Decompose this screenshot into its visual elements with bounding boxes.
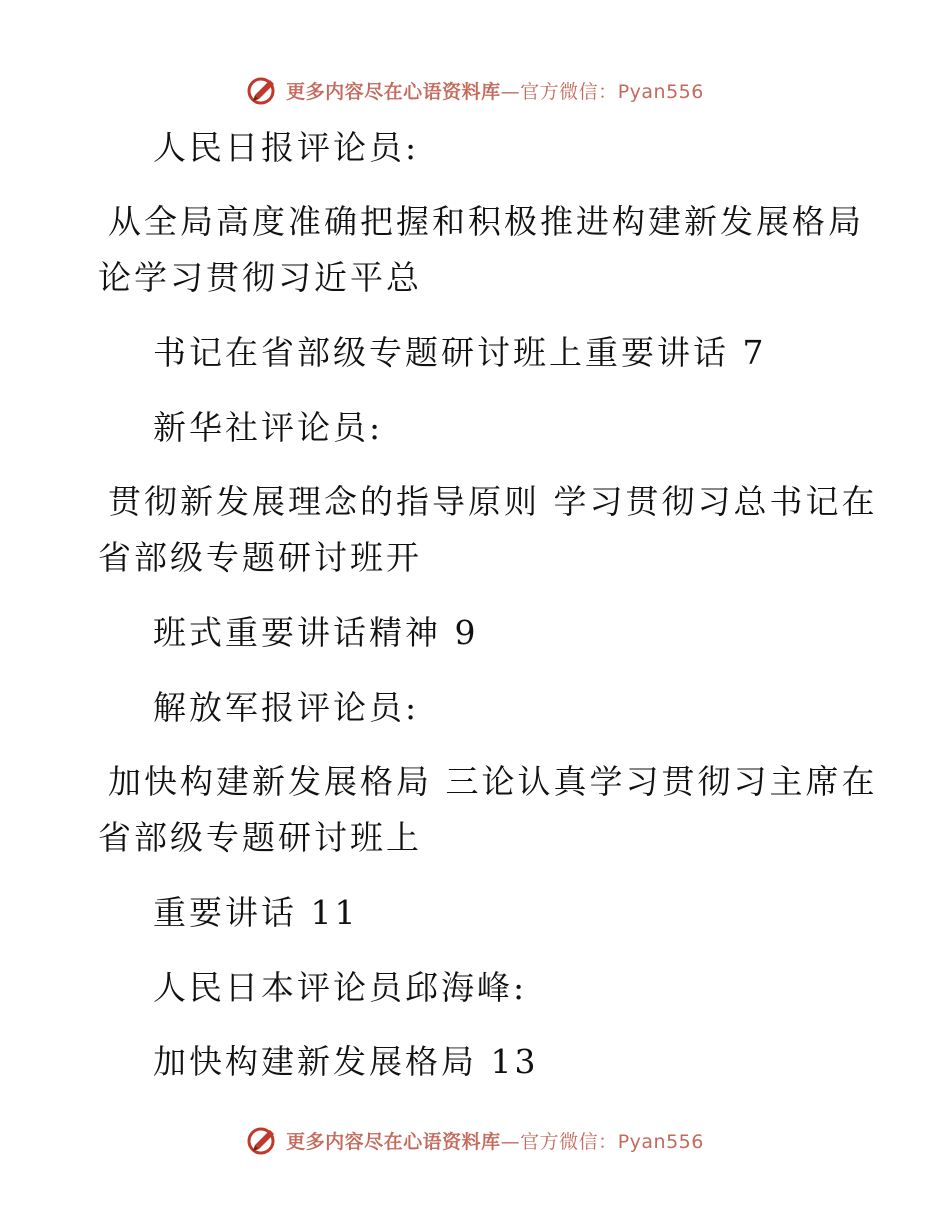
toc-title-1: 从全局高度准确把握和积极推进构建新发展格局 — [108, 202, 864, 241]
watermark-wechat-label: 官方微信： — [520, 1130, 618, 1153]
footer-watermark — [0, 1120, 950, 1160]
toc-heading-xinhua: 新华社评论员: — [153, 408, 384, 447]
watermark-text — [286, 77, 704, 104]
watermark-wechat-id: Pyan556 — [617, 80, 704, 103]
watermark-wechat-id: Pyan556 — [617, 1130, 704, 1153]
toc-title-2: 贯彻新发展理念的指导原则 学习贯彻习总书记在 — [108, 482, 878, 521]
toc-heading-jiefangjun: 解放军报评论员: — [153, 688, 420, 727]
header-watermark — [0, 70, 950, 110]
toc-heading-renmin-qiu: 人民日本评论员邱海峰: — [153, 968, 528, 1007]
toc-title-4: 加快构建新发展格局 13 — [153, 1042, 539, 1081]
toc-title-3-cont: 省部级专题研讨班上 — [98, 818, 422, 857]
toc-heading-renmin: 人民日报评论员: — [153, 128, 420, 167]
toc-title-2-cont: 省部级专题研讨班开 — [98, 538, 422, 577]
toc-title-2-page: 班式重要讲话精神 9 — [153, 613, 479, 652]
toc-title-3: 加快构建新发展格局 三论认真学习贯彻习主席在 — [108, 762, 878, 801]
watermark-separator: — — [500, 80, 521, 103]
toc-title-3-page: 重要讲话 11 — [153, 893, 359, 932]
watermark-text — [286, 1127, 704, 1154]
watermark-main: 更多内容尽在心语资料库 — [286, 80, 501, 103]
pen-logo-icon — [246, 1123, 280, 1157]
watermark-wechat-label: 官方微信： — [520, 80, 618, 103]
pen-logo-icon — [246, 73, 280, 107]
toc-title-1-page: 书记在省部级专题研讨班上重要讲话 7 — [153, 333, 767, 372]
watermark-main: 更多内容尽在心语资料库 — [286, 1130, 501, 1153]
toc-title-1-cont: 论学习贯彻习近平总 — [98, 258, 422, 297]
watermark-separator: — — [500, 1130, 521, 1153]
